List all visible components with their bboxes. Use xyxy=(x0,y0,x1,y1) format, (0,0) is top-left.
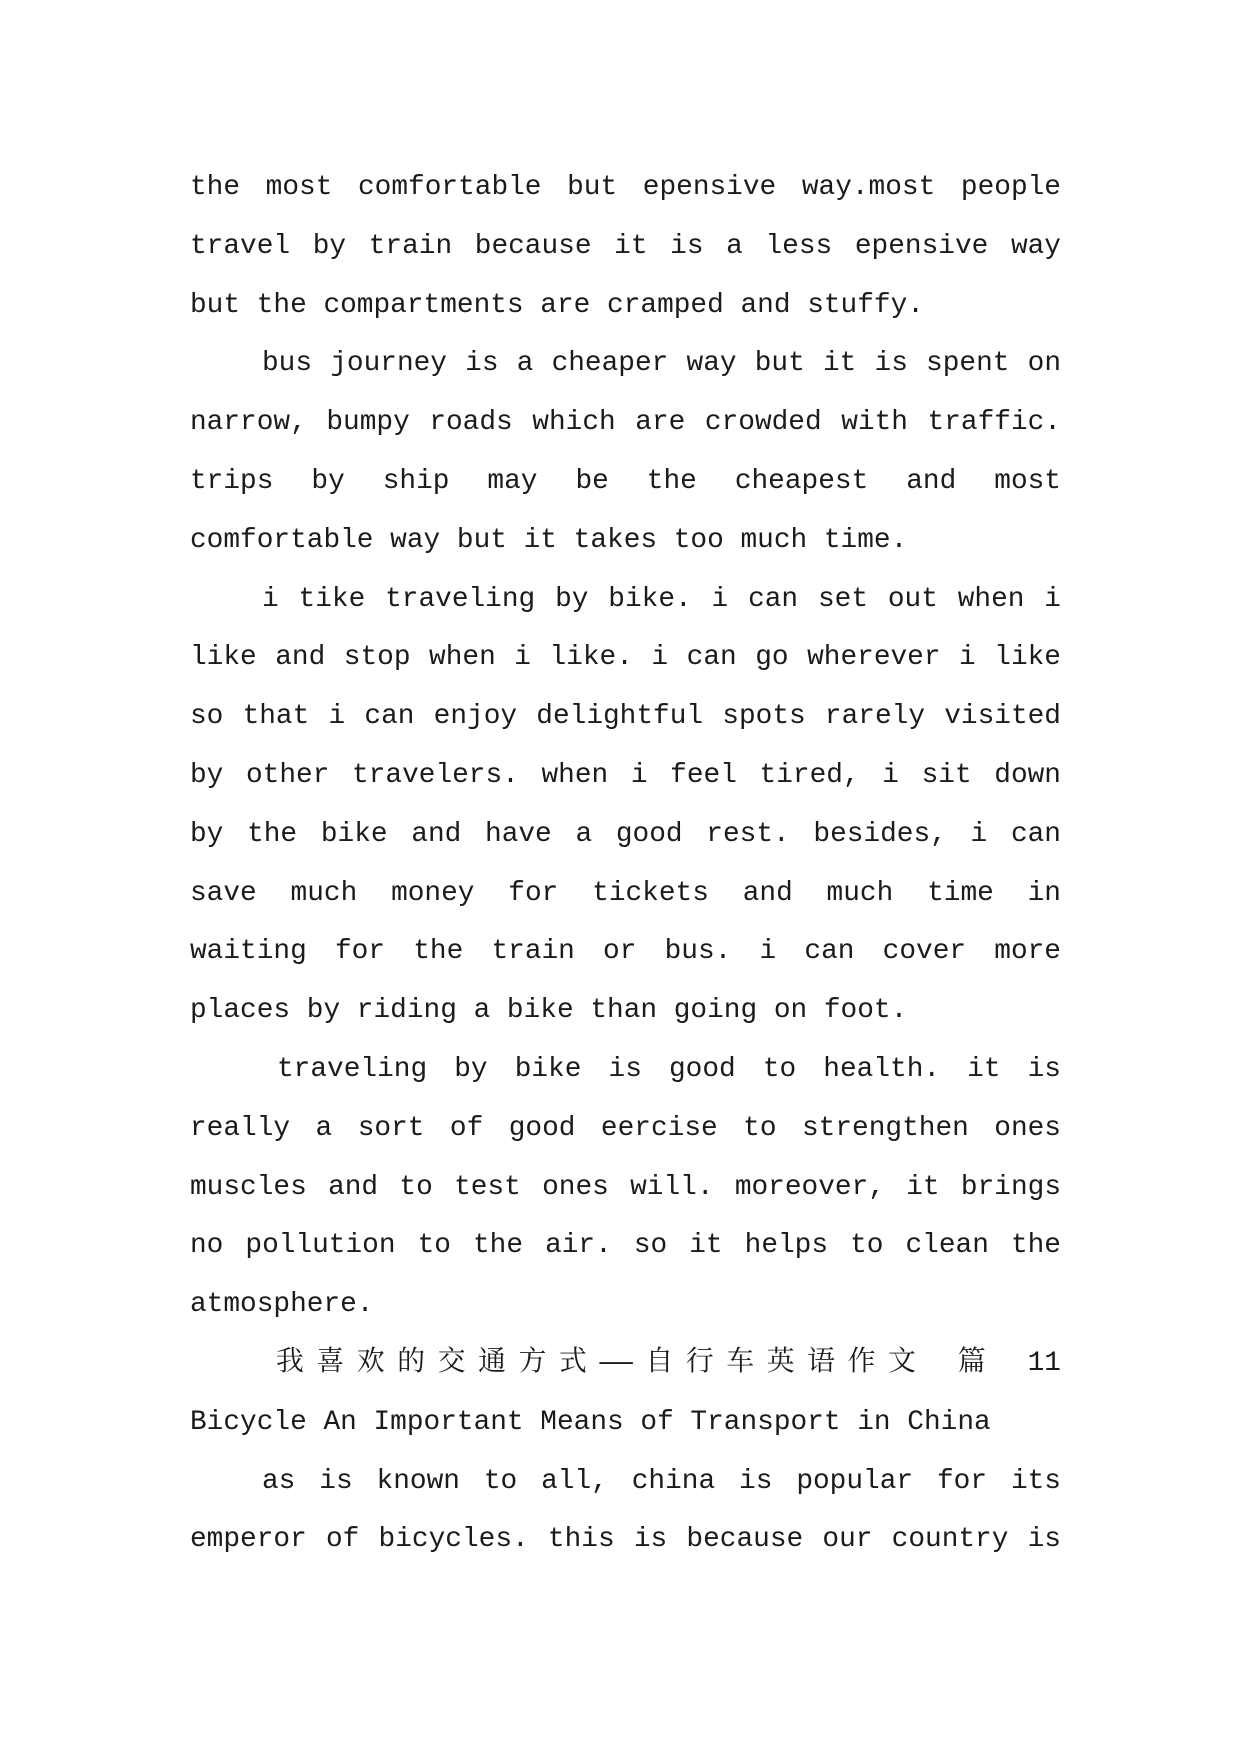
section-heading xyxy=(190,1335,1061,1453)
text-line: no pollution to the air. so it helps to clean the xyxy=(190,1230,1061,1262)
text-line: places by riding a bike than going on foot. xyxy=(190,995,908,1027)
text-line: muscles and to test ones will. moreover, it brings xyxy=(190,1171,1061,1203)
paragraph-3 xyxy=(190,571,1061,1041)
text-line: save much money for tickets and much time in xyxy=(190,877,1061,909)
text-line: the most comfortable but epensive way.most people xyxy=(190,172,1061,203)
text-line: trips by ship may be the cheapest and most xyxy=(190,465,1061,497)
text-line: as is known to all, china is popular for its xyxy=(262,1465,1061,1497)
heading-line-chinese: 我喜欢的交通方式——自行车英语作文 篇 11 xyxy=(276,1347,1061,1379)
text-line: but the compartments are cramped and stuffy. xyxy=(190,289,924,321)
document-body xyxy=(190,159,1061,1570)
text-line: like and stop when i like. i can go wherever i like xyxy=(190,642,1061,674)
paragraph-2 xyxy=(190,335,1061,570)
text-line: so that i can enjoy delightful spots rarely visited xyxy=(190,701,1061,733)
text-line: by the bike and have a good rest. besides, i can xyxy=(190,818,1061,850)
text-line: by other travelers. when i feel tired, i sit down xyxy=(190,759,1061,791)
text-line: waiting for the train or bus. i can cover more xyxy=(190,936,1061,968)
paragraph-5 xyxy=(190,1453,1061,1571)
text-line: really a sort of good eercise to strengthen ones xyxy=(190,1112,1061,1144)
heading-line-english: Bicycle An Important Means of Transport in China xyxy=(190,1406,991,1438)
text-line: bus journey is a cheaper way but it is spent on xyxy=(262,348,1061,380)
paragraph-4 xyxy=(190,1041,1061,1335)
text-line: i tike traveling by bike. i can set out when i xyxy=(262,583,1061,615)
paragraph-1 xyxy=(190,159,1061,335)
text-line: narrow, bumpy roads which are crowded with traffic. xyxy=(190,407,1061,439)
text-line: comfortable way but it takes too much time. xyxy=(190,524,908,556)
text-line: atmosphere. xyxy=(190,1289,374,1321)
text-line: traveling by bike is good to health. it is xyxy=(277,1053,1061,1085)
text-line: travel by train because it is a less epensive way xyxy=(190,230,1061,262)
text-line: emperor of bicycles. this is because our country is xyxy=(190,1524,1061,1556)
